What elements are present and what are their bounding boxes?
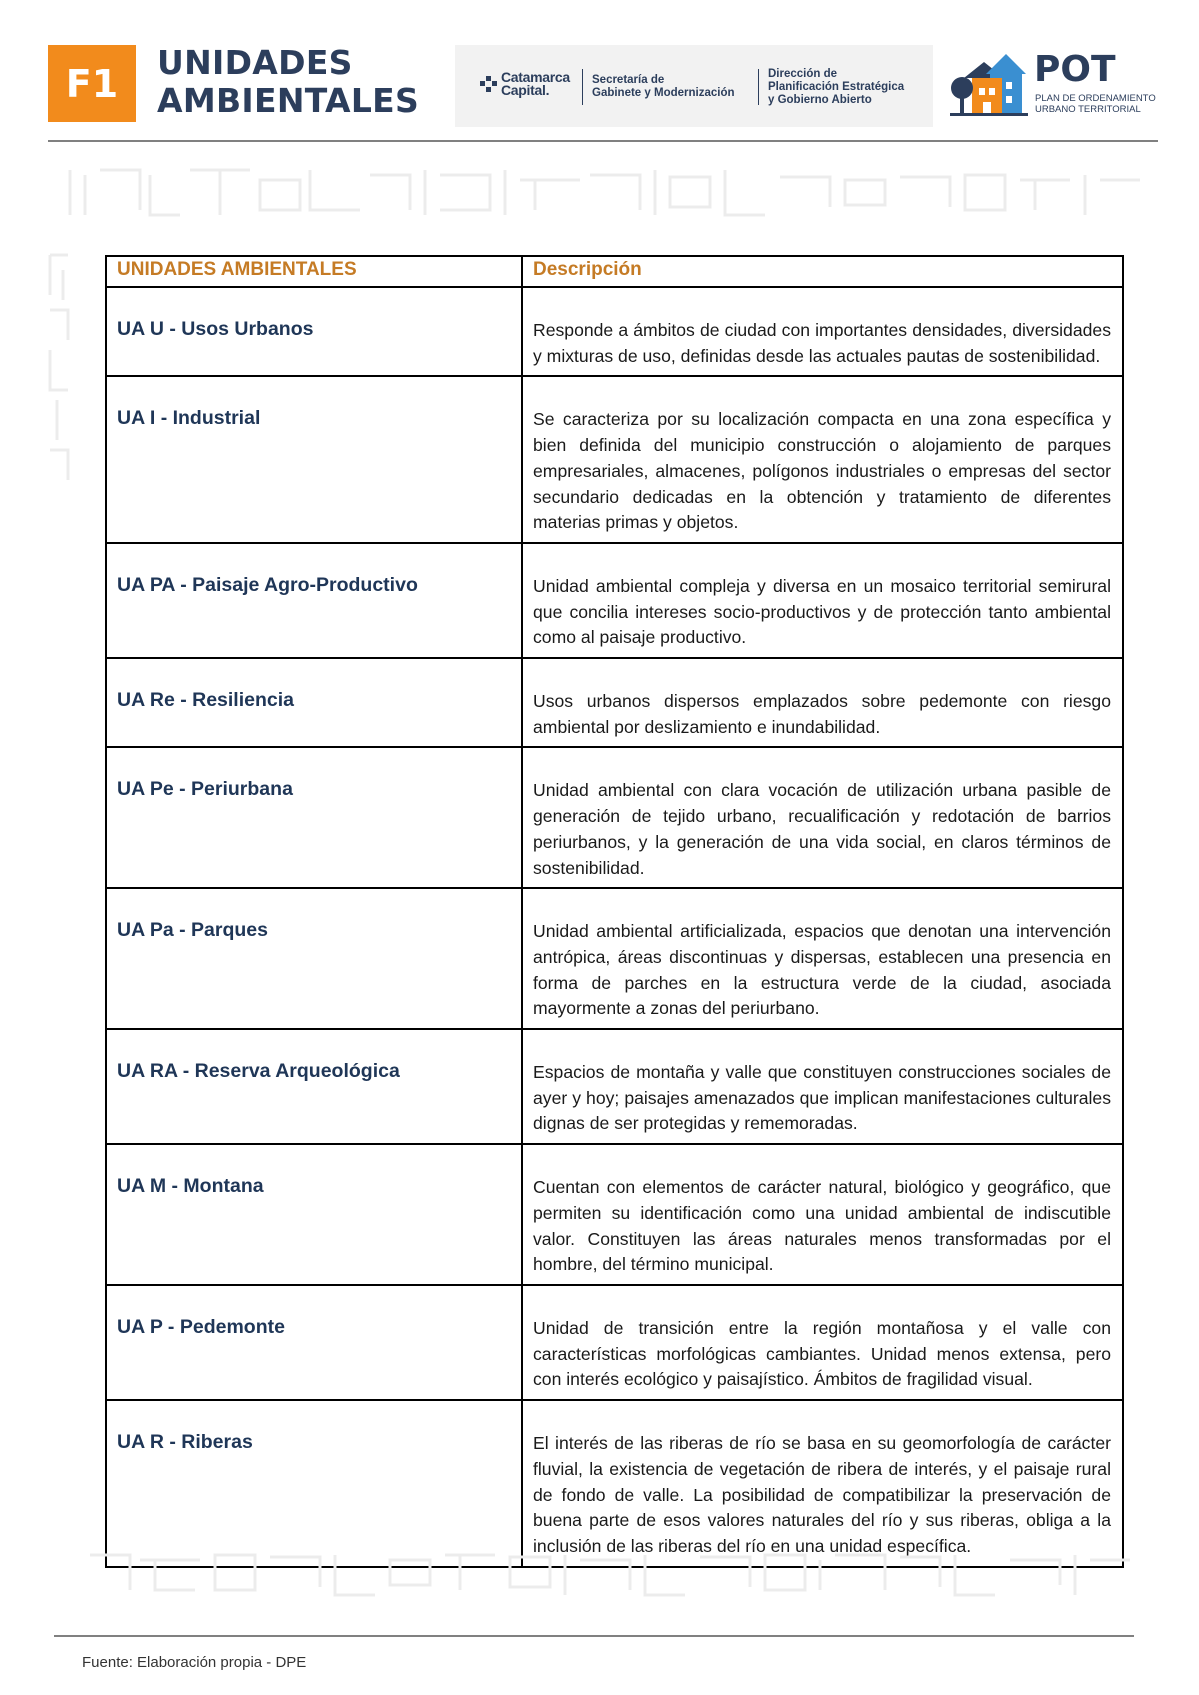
- decorative-pattern-side: [45, 250, 73, 490]
- source-note: Fuente: Elaboración propia - DPE: [82, 1654, 307, 1671]
- decorative-pattern-top: [40, 165, 1150, 225]
- direccion-line-1: Dirección de: [768, 68, 838, 80]
- unit-description: Unidad ambiental compleja y diversa en un mosaico territorial semirural que concilia intereses socio-productivos y de protección tanto ambiental como al paisaje productivo.: [522, 543, 1123, 658]
- table-row: [106, 287, 1123, 376]
- table-row: [106, 658, 1123, 747]
- logo-divider: [758, 69, 759, 105]
- page-title: [157, 44, 427, 120]
- unit-description: Unidad de transición entre la región montañosa y el valle con características morfológicas cambiantes. Unidad menos extensa, pero con interés ecológico y paisajístico. Ámbitos de fragilidad visual.: [522, 1285, 1123, 1400]
- secretaria-line-1: Secretaría de: [592, 74, 665, 86]
- table-row: [106, 1400, 1123, 1567]
- decorative-pattern-bottom: [40, 1545, 1150, 1605]
- catamarca-mark-icon: [480, 73, 498, 97]
- unit-name: UA I - Industrial: [106, 376, 522, 543]
- unidades-ambientales-table: [105, 255, 1124, 1568]
- logo-divider: [582, 69, 583, 105]
- capital-text: Capital.: [501, 82, 550, 98]
- unit-description: Cuentan con elementos de carácter natural, biológico y geográfico, que permiten su identificación como una unidad ambiental de indiscutible valor. Constituyen las áreas naturales menos transformadas por el hombre, del término municipal.: [522, 1144, 1123, 1285]
- secretaria-line-2: Gabinete y Modernización: [592, 87, 735, 99]
- table-row: [106, 543, 1123, 658]
- page-title-line-1: UNIDADES: [157, 43, 353, 82]
- table-header-row: [106, 256, 1123, 287]
- page-header: [0, 0, 1199, 145]
- table-row: [106, 1144, 1123, 1285]
- institution-logo-bar: [455, 45, 933, 127]
- catamarca-text: Catamarca: [501, 69, 570, 85]
- secretaria-logo: [592, 74, 735, 100]
- direccion-logo: [768, 68, 904, 107]
- unit-name: UA Pa - Parques: [106, 888, 522, 1029]
- section-badge: F1: [48, 45, 136, 122]
- column-header-descripcion: Descripción: [522, 256, 1123, 287]
- pot-logo-subtitle: [1035, 93, 1156, 115]
- column-header-unidades: UNIDADES AMBIENTALES: [106, 256, 522, 287]
- direccion-line-2: Planificación Estratégica: [768, 81, 905, 93]
- unit-description: El interés de las riberas de río se basa en su geomorfología de carácter fluvial, la existencia de vegetación de ribera de interés, y el paisaje rural de fondo de valle. La posibilidad de compatibilizar la preservación de buena parte de esos valores naturales del río y sus riberas, obliga a la inclusión de las riberas del río en una unidad específica.: [522, 1400, 1123, 1567]
- table-row: [106, 1029, 1123, 1144]
- unit-name: UA U - Usos Urbanos: [106, 287, 522, 376]
- unit-name: UA Re - Resiliencia: [106, 658, 522, 747]
- unit-name: UA P - Pedemonte: [106, 1285, 522, 1400]
- table-row: [106, 376, 1123, 543]
- unit-description: Unidad ambiental con clara vocación de utilización urbana pasible de generación de tejido urbano, recualificación y redotación de barrios periurbanos, y la generación de una vida social, en claros términos de sostenibilidad.: [522, 747, 1123, 888]
- unit-description: Usos urbanos dispersos emplazados sobre pedemonte con riesgo ambiental por deslizamiento e inundabilidad.: [522, 658, 1123, 747]
- unit-description: Unidad ambiental artificializada, espacios que denotan una intervención antrópica, áreas discontinuas y dispersas, establecen una presencia en forma de parches en la estructura verde de la ciudad, asociada mayormente a zonas del periurbano.: [522, 888, 1123, 1029]
- unit-name: UA M - Montana: [106, 1144, 522, 1285]
- unit-name: UA R - Riberas: [106, 1400, 522, 1567]
- catamarca-capital-logo: [501, 71, 570, 97]
- page-title-line-2: AMBIENTALES: [157, 81, 420, 120]
- direccion-line-3: y Gobierno Abierto: [768, 94, 872, 106]
- table-row: [106, 747, 1123, 888]
- pot-subtitle-line-1: PLAN DE ORDENAMIENTO: [1035, 93, 1156, 104]
- pot-subtitle-line-2: URBANO TERRITORIAL: [1035, 104, 1141, 115]
- pot-logo-title: POT: [1034, 49, 1116, 90]
- table-row: [106, 1285, 1123, 1400]
- unit-description: Responde a ámbitos de ciudad con importantes densidades, diversidades y mixturas de uso, definidas desde las actuales pautas de sostenibilidad.: [522, 287, 1123, 376]
- footer-divider: [54, 1635, 1134, 1637]
- unit-description: Se caracteriza por su localización compacta en una zona específica y bien definida del municipio construcción o alojamiento de parques empresariales, almacenes, polígonos industriales o empresas del sector secundario dedicadas en la obtención y tratamiento de diferentes materias primas y objetos.: [522, 376, 1123, 543]
- pot-houses-icon: [950, 48, 1030, 120]
- unit-name: UA RA - Reserva Arqueológica: [106, 1029, 522, 1144]
- unit-name: UA Pe - Periurbana: [106, 747, 522, 888]
- table-row: [106, 888, 1123, 1029]
- header-divider: [48, 140, 1158, 142]
- unit-name: UA PA - Paisaje Agro-Productivo: [106, 543, 522, 658]
- unit-description: Espacios de montaña y valle que constituyen construcciones sociales de ayer y hoy; paisajes amenazados que implican manifestaciones culturales dignas de ser protegidas y rememoradas.: [522, 1029, 1123, 1144]
